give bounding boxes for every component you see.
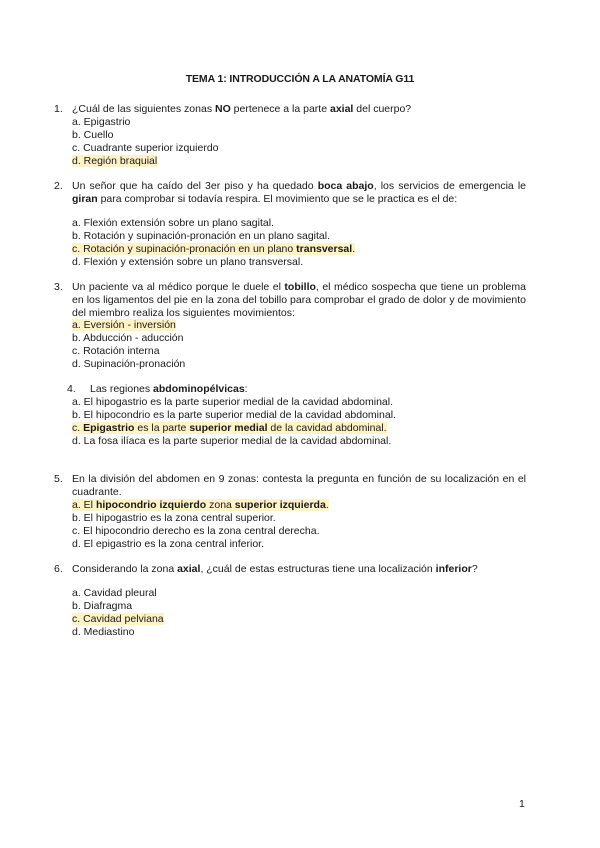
question-text: En la división del abdomen en 9 zonas: contesta la pregunta en función de su localización en el cuadrante. [72,473,526,498]
q1-option-d-correct [72,155,157,168]
answer-highlight: d. Región braquial [72,155,158,167]
question-emphasis: tobillo [284,281,316,293]
question-1 [54,103,526,116]
option-emphasis: transversal [296,243,353,255]
q5-option-d: d. El epigastrio es la zona central inferior. [72,538,265,550]
option-text: . [352,243,356,255]
question-emphasis: NO [215,103,231,115]
question-number: 2. [54,180,63,192]
option-text: a. El [72,499,96,511]
q2-option-b: b. Rotación y supinación-pronación en un plano sagital. [72,230,331,242]
question-emphasis: inferior [435,563,472,575]
q1-option-a: a. Epigastrio [72,116,131,128]
q2-option-d: d. Flexión y extensión sobre un plano transversal. [72,256,304,268]
option-text: c. Rotación y supinación-pronación en un plano [72,243,297,255]
question-text: : [244,383,248,395]
q4-option-b: b. El hipocondrio es la parte superior medial de la cavidad abdominal. [72,409,396,421]
option-text: de la cavidad abdominal. [267,422,387,434]
q1-option-b: b. Cuello [72,129,114,141]
question-number: 4. [67,383,76,395]
option-emphasis: superior medial [189,422,268,434]
question-2 [54,180,526,206]
question-emphasis: boca abajo [317,180,374,192]
q4-option-a: a. El hipogastrio es la parte superior medial de la cavidad abdominal. [72,396,394,408]
question-text: para comprobar si todavía respira. El movimiento que se le practica es el de: [97,193,458,205]
question-text: pertenece a la parte [230,103,330,115]
option-emphasis: Epigastrio [83,422,135,434]
document-title: TEMA 1: INTRODUCCIÓN A LA ANATOMÍA G11 [185,73,415,85]
option-emphasis: hipocondrio izquierdo [95,499,207,511]
question-text: Las regiones [90,383,154,395]
question-emphasis: giran [72,193,98,205]
q3-option-a-correct [72,319,176,332]
question-emphasis: axial [177,563,201,575]
question-4 [67,383,526,396]
q1-option-c: c. Cuadrante superior izquierdo [72,142,219,154]
answer-highlight [72,422,387,434]
question-text: del cuerpo? [353,103,412,115]
answer-highlight: c. Cavidad pelviana [72,613,164,625]
option-emphasis: superior izquierda [234,499,326,511]
question-text: Un señor que ha caído del 3er piso y ha quedado [72,180,318,192]
option-text: c. [72,422,84,434]
q3-option-d: d. Supinación-pronación [72,358,186,370]
q6-option-c-correct [72,613,164,626]
question-text: , ¿cuál de estas estructuras tiene una localización [200,563,436,575]
option-text: zona [206,499,235,511]
question-number: 3. [54,281,63,293]
option-text: . [325,499,329,511]
q2-option-c-correct [72,243,355,256]
q6-option-d: d. Mediastino [72,626,135,638]
q2-option-a: a. Flexión extensión sobre un plano sagital. [72,217,274,229]
q5-option-a-correct [72,499,329,512]
question-5 [54,473,526,499]
question-emphasis: abdominopélvicas [153,383,245,395]
question-number: 5. [54,473,63,485]
q3-option-c: c. Rotación interna [72,345,160,357]
answer-highlight [72,499,329,511]
q6-option-b: b. Diafragma [72,600,133,612]
question-3 [54,281,526,320]
question-number: 1. [54,103,63,115]
question-text: ? [471,563,478,575]
question-text: Un paciente va al médico porque le duele el [72,281,285,293]
q4-option-d: d. La fosa ilíaca es la parte superior medial de la cavidad abdominal. [72,435,392,447]
question-number: 6. [54,563,63,575]
q5-option-b: b. El hipogastrio es la zona central superior. [72,512,276,524]
q6-option-a: a. Cavidad pleural [72,587,157,599]
answer-highlight: a. Eversión - inversión [72,319,176,331]
q5-option-c: c. El hipocondrio derecho es la zona central derecha. [72,525,320,537]
q3-option-b: b. Abducción - aducción [72,332,184,344]
question-text: ¿Cuál de las siguientes zonas [72,103,215,115]
question-text: , los servicios de emergencia le [373,180,526,192]
question-6 [54,563,526,576]
question-emphasis: axial [329,103,354,115]
q4-option-c-correct [72,422,387,435]
answer-highlight [72,243,355,255]
question-text: Considerando la zona [72,563,178,575]
page-number: 1 [519,798,525,810]
question-text: , el médico sospecha que tiene un problema en los ligamentos del pie en la zona del tobillo para comprobar el grado de dolor y de movimiento del miembro realiza los siguientes movimientos: [72,281,526,319]
option-text: es la parte [134,422,190,434]
